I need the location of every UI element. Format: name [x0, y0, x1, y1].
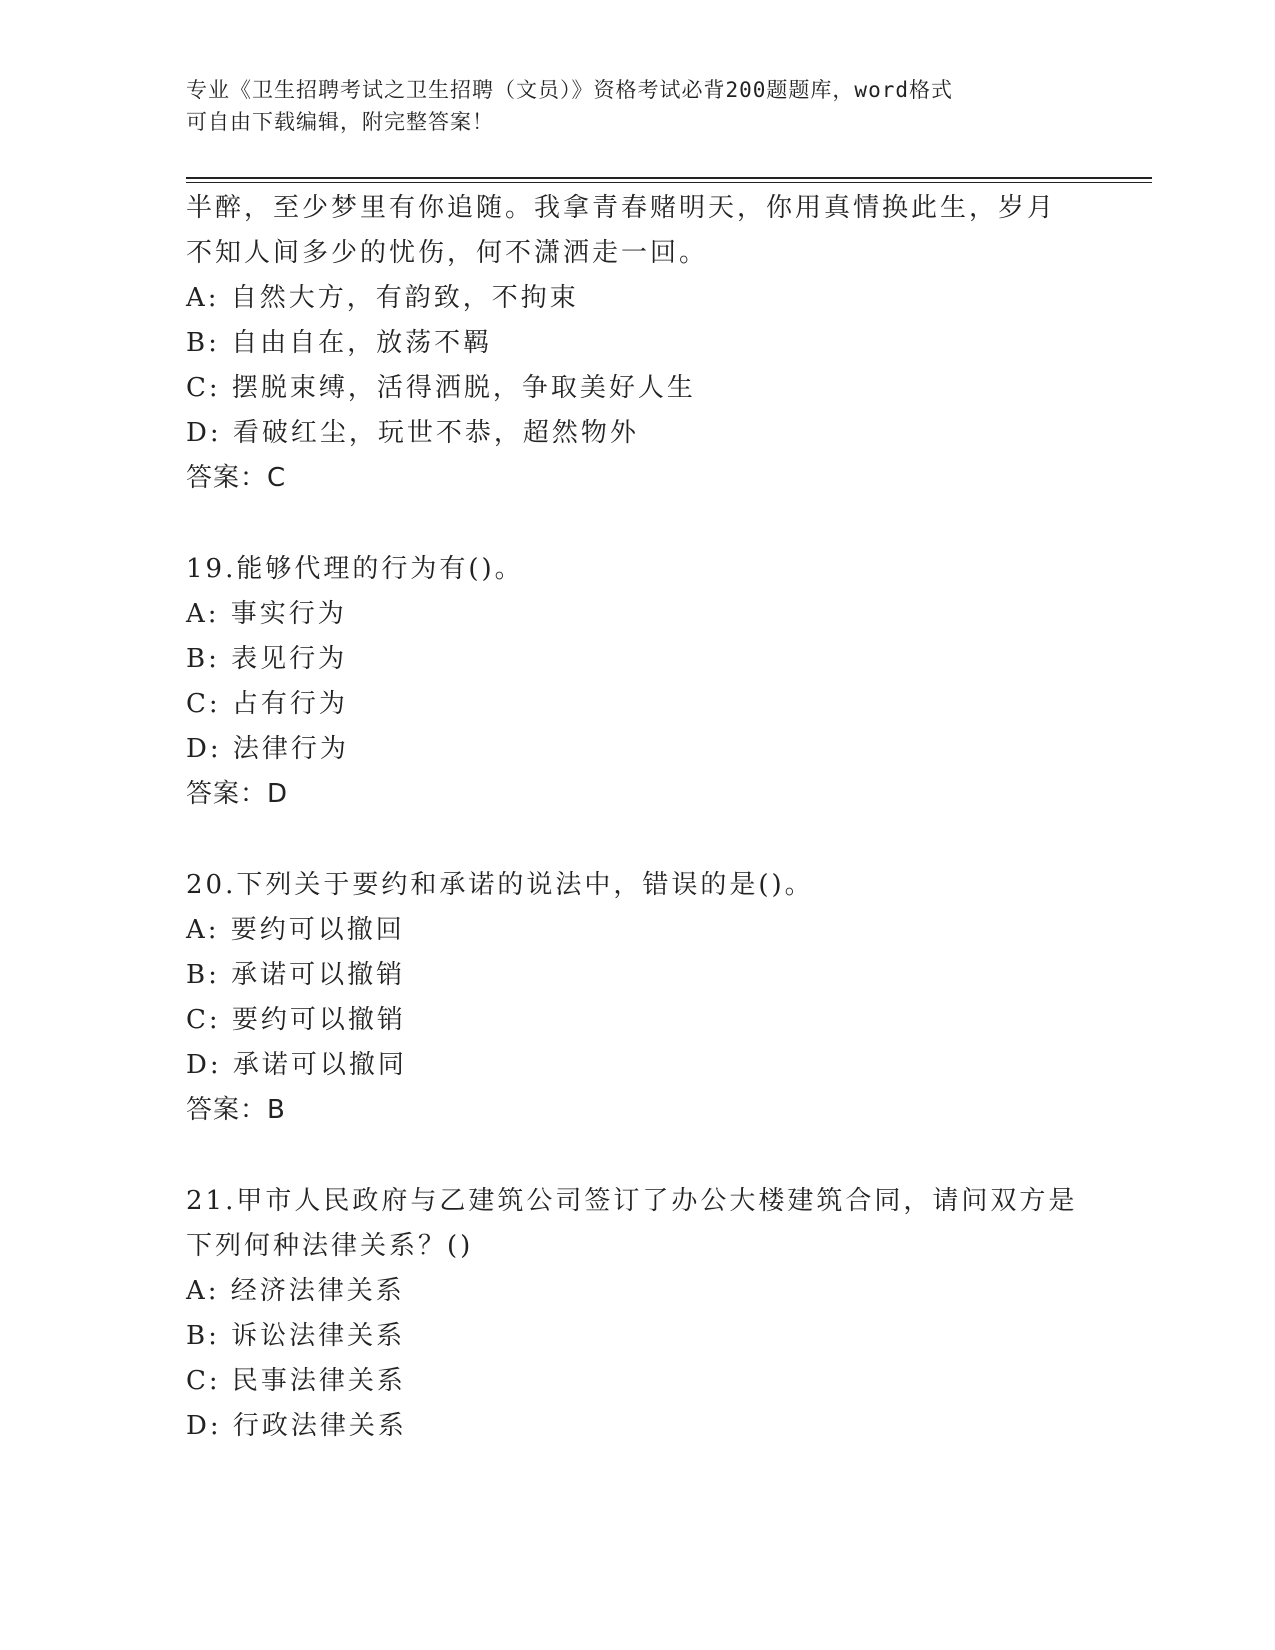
answer-line: 答案：B: [186, 1095, 286, 1125]
option-d: D: 行政法律关系: [186, 1411, 407, 1441]
question-block-20: [186, 863, 1086, 1133]
option-b: B: 表见行为: [186, 644, 348, 674]
answer-line: 答案：C: [186, 463, 287, 493]
option-c: C: 民事法律关系: [186, 1366, 406, 1396]
option-b: B: 诉讼法律关系: [186, 1321, 406, 1351]
header-divider-thin: [186, 182, 1152, 183]
option-c: C: 占有行为: [186, 689, 348, 719]
question-text-line: 下列何种法律关系？(): [186, 1231, 474, 1261]
option-a: A: 事实行为: [186, 599, 347, 629]
question-text-line: 19.能够代理的行为有()。: [186, 554, 524, 584]
question-block-19: [186, 547, 1086, 817]
option-d: D: 看破红尘，玩世不恭，超然物外: [186, 418, 639, 448]
question-block-21: [186, 1179, 1086, 1449]
header-line-2: 可自由下载编辑，附完整答案！: [186, 110, 494, 134]
option-c: C: 摆脱束缚，活得洒脱，争取美好人生: [186, 373, 696, 403]
option-c: C: 要约可以撤销: [186, 1005, 406, 1035]
question-text-line: 21.甲市人民政府与乙建筑公司签订了办公大楼建筑合同，请问双方是: [186, 1186, 1078, 1216]
document-header: [186, 74, 1066, 138]
question-text-line: 半醉，至少梦里有你追随。我拿青春赌明天，你用真情换此生，岁月: [186, 193, 1057, 223]
option-a: A: 自然大方，有韵致，不拘束: [186, 283, 579, 313]
option-a: A: 要约可以撤回: [186, 915, 405, 945]
header-line-1: 专业《卫生招聘考试之卫生招聘（文员）》资格考试必背200题题库，word格式: [186, 78, 953, 102]
question-block-18: [186, 186, 1086, 501]
option-b: B: 承诺可以撤销: [186, 960, 406, 990]
answer-line: 答案：D: [186, 779, 289, 809]
question-text-line: 不知人间多少的忧伤，何不潇洒走一回。: [186, 238, 709, 268]
option-b: B: 自由自在，放荡不羁: [186, 328, 493, 358]
header-divider: [186, 177, 1152, 179]
option-a: A: 经济法律关系: [186, 1276, 405, 1306]
option-d: D: 法律行为: [186, 734, 349, 764]
document-body: [186, 186, 1086, 1449]
option-d: D: 承诺可以撤同: [186, 1050, 407, 1080]
question-text-line: 20.下列关于要约和承诺的说法中，错误的是()。: [186, 870, 814, 900]
